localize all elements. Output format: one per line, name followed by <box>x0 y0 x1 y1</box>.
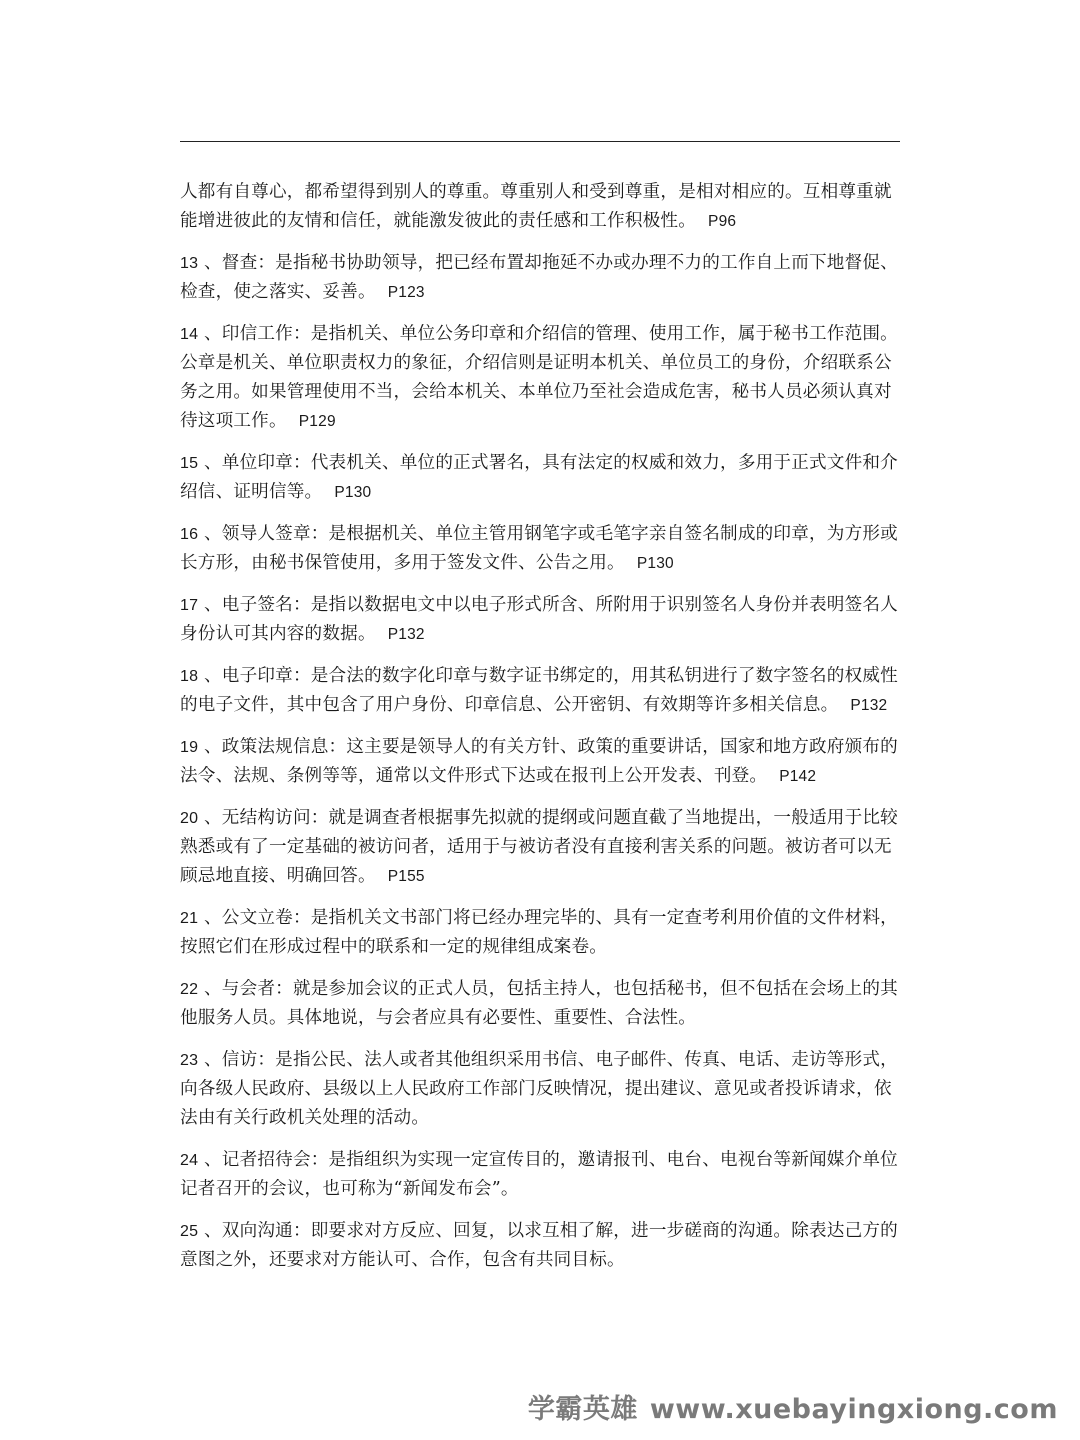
paragraph-item <box>180 520 902 578</box>
paragraph-text: 、公文立卷：是指机关文书部门将已经办理完毕的、具有一定查考利用价值的文件材料，按照它们在形成过程中的联系和一定的规律组成案卷。 <box>180 908 898 957</box>
item-number: 19 <box>180 739 199 756</box>
watermark <box>528 1387 1058 1426</box>
item-number: 15 <box>180 455 199 472</box>
paragraph-text: 、领导人签章：是根据机关、单位主管用钢笔字或毛笔字亲自签名制成的印章，为方形或长方形，由秘书保管使用，多用于签发文件、公告之用。 <box>180 524 898 573</box>
paragraph-continued <box>180 178 902 236</box>
item-number: 13 <box>180 255 199 272</box>
document-body <box>180 178 902 1288</box>
item-number: 25 <box>180 1223 199 1240</box>
paragraph-text: 人都有自尊心，都希望得到别人的尊重。尊重别人和受到尊重，是相对相应的。互相尊重就能增进彼此的友情和信任，就能激发彼此的责任感和工作积极性。 <box>180 182 892 231</box>
paragraph-text: 、双向沟通：即要求对方反应、回复，以求互相了解，进一步磋商的沟通。除表达己方的意图之外，还要求对方能认可、合作，包含有共同目标。 <box>180 1221 898 1270</box>
item-number: 14 <box>180 326 199 343</box>
page-reference: P123 <box>387 284 425 301</box>
paragraph-item <box>180 662 902 720</box>
paragraph-text: 、印信工作：是指机关、单位公务印章和介绍信的管理、使用工作，属于秘书工作范围。公章是机关、单位职责权力的象征，介绍信则是证明本机关、单位员工的身份，介绍联系公务之用。如果管理使用不当，会给本机关、本单位乃至社会造成危害，秘书人员必须认真对待这项工作。 <box>180 324 898 431</box>
item-number: 16 <box>180 526 199 543</box>
item-number: 24 <box>180 1152 199 1169</box>
paragraph-text: 、政策法规信息：这主要是领导人的有关方针、政策的重要讲话，国家和地方政府颁布的法令、法规、条例等等，通常以文件形式下达或在报刊上公开发表、刊登。 <box>180 737 898 786</box>
paragraph-item <box>180 975 902 1033</box>
page-reference: P132 <box>850 697 888 714</box>
paragraph-text: 、督查：是指秘书协助领导，把已经布置却拖延不办或办理不力的工作自上而下地督促、检查，使之落实、妥善。 <box>180 253 898 302</box>
item-number: 23 <box>180 1052 199 1069</box>
watermark-url: www.xuebayingxiong.com <box>649 1394 1058 1425</box>
item-number: 18 <box>180 668 199 685</box>
header-rule <box>180 141 900 142</box>
paragraph-item <box>180 1217 902 1275</box>
paragraph-item <box>180 449 902 507</box>
page-reference: P130 <box>636 555 674 572</box>
item-number: 21 <box>180 910 199 927</box>
item-number: 20 <box>180 810 199 827</box>
paragraph-item <box>180 1046 902 1133</box>
paragraph-text: 、电子印章：是合法的数字化印章与数字证书绑定的，用其私钥进行了数字签名的权威性的电子文件，其中包含了用户身份、印章信息、公开密钥、有效期等许多相关信息。 <box>180 666 898 715</box>
paragraph-text: 、单位印章：代表机关、单位的正式署名，具有法定的权威和效力，多用于正式文件和介绍信、证明信等。 <box>180 453 898 502</box>
item-number: 17 <box>180 597 199 614</box>
paragraph-item <box>180 733 902 791</box>
paragraph-text: 、与会者：就是参加会议的正式人员，包括主持人，也包括秘书，但不包括在会场上的其他服务人员。具体地说，与会者应具有必要性、重要性、合法性。 <box>180 979 898 1028</box>
paragraph-text: 、电子签名：是指以数据电文中以电子形式所含、所附用于识别签名人身份并表明签名人身份认可其内容的数据。 <box>180 595 898 644</box>
paragraph-item <box>180 249 902 307</box>
page-reference: P130 <box>334 484 372 501</box>
paragraph-item <box>180 904 902 962</box>
paragraph-item <box>180 804 902 891</box>
watermark-brand: 学霸英雄 <box>527 1394 638 1425</box>
page-reference: P132 <box>387 626 425 643</box>
paragraph-item <box>180 320 902 436</box>
page-reference: P129 <box>298 413 336 430</box>
paragraph-text: 、无结构访问：就是调查者根据事先拟就的提纲或问题直截了当地提出，一般适用于比较熟悉或有了一定基础的被访问者，适用于与被访者没有直接利害关系的问题。被访者可以无顾忌地直接、明确回答。 <box>180 808 898 886</box>
paragraph-text: 、信访：是指公民、法人或者其他组织采用书信、电子邮件、传真、电话、走访等形式，向各级人民政府、县级以上人民政府工作部门反映情况，提出建议、意见或者投诉请求，依法由有关行政机关处理的活动。 <box>180 1050 898 1128</box>
page-reference: P96 <box>708 213 737 230</box>
item-number: 22 <box>180 981 199 998</box>
page-reference: P155 <box>387 868 425 885</box>
paragraph-item <box>180 591 902 649</box>
paragraph-item <box>180 1146 902 1204</box>
page-reference: P142 <box>779 768 817 785</box>
paragraph-text: 、记者招待会：是指组织为实现一定宣传目的，邀请报刊、电台、电视台等新闻媒介单位记者召开的会议，也可称为“新闻发布会”。 <box>180 1150 898 1199</box>
